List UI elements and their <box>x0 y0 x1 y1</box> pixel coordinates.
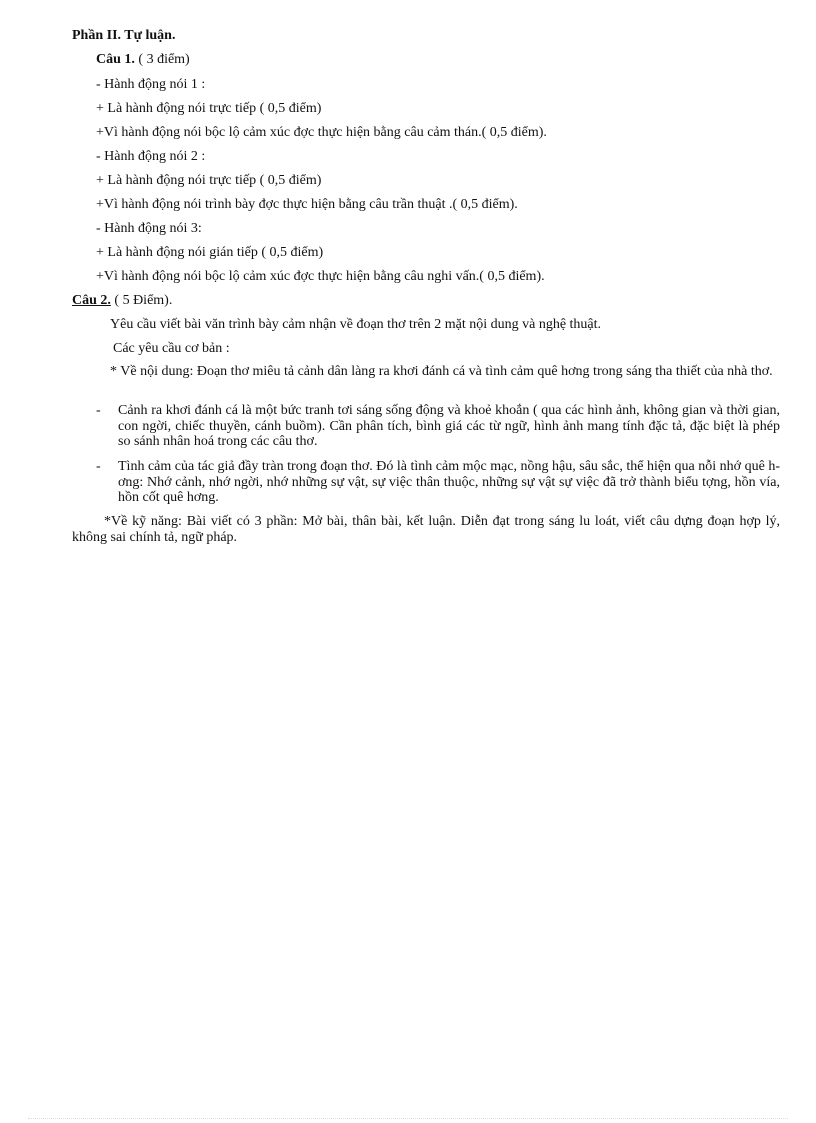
question-2-heading <box>72 293 172 309</box>
q1-item: + Là hành động nói gián tiếp ( 0,5 điểm) <box>96 245 324 260</box>
question-1-points: ( 3 điểm) <box>134 52 190 67</box>
q1-item: +Vì hành động nói bộc lộ cảm xúc đợc thực hiện bằng câu nghi vấn.( 0,5 điểm). <box>96 269 545 284</box>
question-2-points: ( 5 Điểm). <box>110 293 173 308</box>
content-bullet <box>96 459 780 506</box>
content-bullet <box>96 403 780 450</box>
q1-item: - Hành động nói 2 : <box>96 149 206 164</box>
content-bullet-text: Tình cảm của tác giả đầy tràn trong đoạn thơ. Đó là tình cảm mộc mạc, nồng hậu, sâu sắc, thể hiện qua nỗi nhớ quê hơng: Nhớ cảnh, nhớ ngời, nhớ những sự vật, sự việc thân thuộc, những sự vật sự việc đã trở thành biểu tợng, hồn vía, hồn cốt quê hơng. <box>118 459 780 505</box>
q2-basic-requirements: Các yêu cầu cơ bản : <box>113 341 230 356</box>
content-paragraph: * Về nội dung: Đoạn thơ miêu tả cảnh dân làng ra khơi đánh cá và tình cảm quê hơng trong sáng tha thiết của nhà thơ. <box>110 364 773 379</box>
q2-requirement: Yêu cầu viết bài văn trình bày cảm nhận về đoạn thơ trên 2 mặt nội dung và nghệ thuật. <box>110 317 602 332</box>
question-1-title: Câu 1. <box>96 52 135 67</box>
q1-item: +Vì hành động nói trình bày đợc thực hiện bằng câu trần thuật .( 0,5 điểm). <box>96 197 518 212</box>
bullet-dash: - <box>96 403 101 418</box>
q1-item: - Hành động nói 3: <box>96 221 202 236</box>
q1-item: + Là hành động nói trực tiếp ( 0,5 điểm) <box>96 101 322 116</box>
section-title: Phần II. Tự luận. <box>72 28 176 43</box>
bullet-dash: - <box>96 459 101 474</box>
page-bottom-divider <box>28 1118 788 1119</box>
content-bullet-text: Cảnh ra khơi đánh cá là một bức tranh tơi sáng sống động và khoẻ khoắn ( qua các hình ảnh, không gian và thời gian, con ngời, chiếc thuyền, cánh buồm). Cần phân tích, bình giá các từ ngữ, hình ảnh mang tính đặc tả, đặc biệt là phép so sánh nhân hoá trong các câu thơ. <box>118 403 780 449</box>
question-2-title: Câu 2. <box>72 293 111 308</box>
q1-item: + Là hành động nói trực tiếp ( 0,5 điểm) <box>96 173 322 188</box>
question-1-heading <box>96 52 190 68</box>
skill-paragraph: *Về kỹ năng: Bài viết có 3 phần: Mở bài, thân bài, kết luận. Diễn đạt trong sáng lu loát, viết câu dựng đoạn hợp lý, không sai chính tả, ngữ pháp. <box>72 514 780 545</box>
q1-item: - Hành động nói 1 : <box>96 77 206 92</box>
q1-item: +Vì hành động nói bộc lộ cảm xúc đợc thực hiện bằng câu cảm thán.( 0,5 điểm). <box>96 125 547 140</box>
